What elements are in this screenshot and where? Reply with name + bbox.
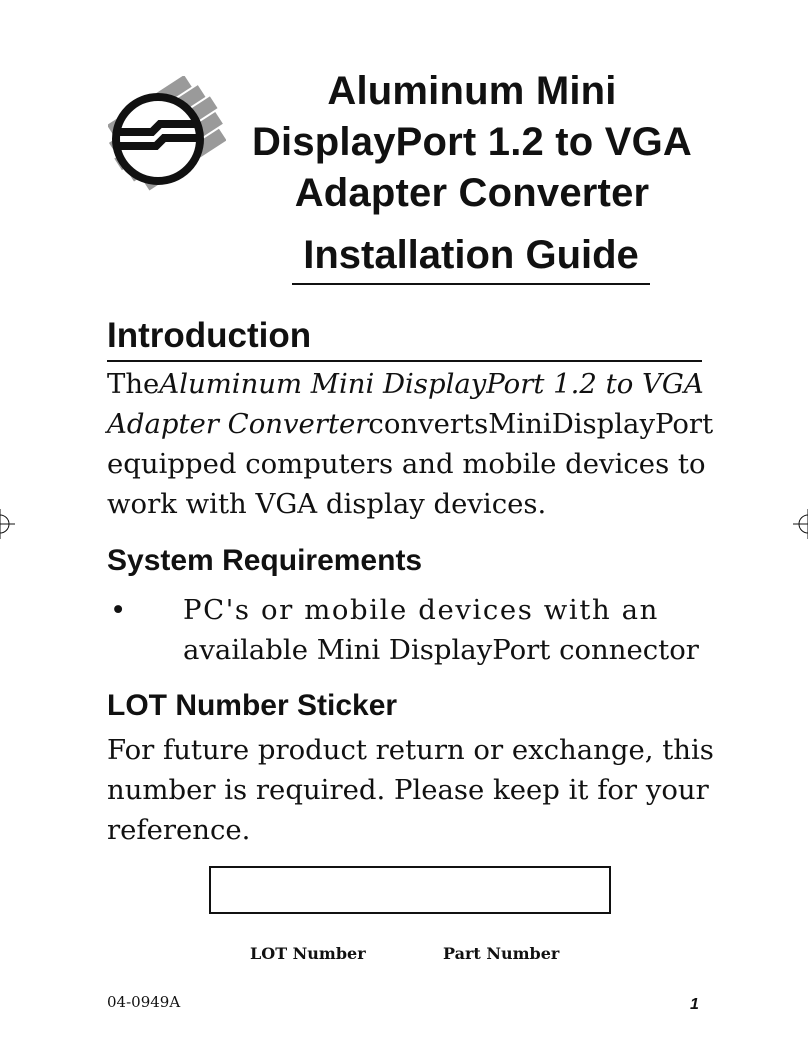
system-requirements-heading: System Requirements (107, 544, 423, 577)
lot-number-label: LOT Number (250, 944, 366, 963)
lot-sticker-heading: LOT Number Sticker (107, 689, 398, 722)
registration-mark-icon (793, 509, 808, 539)
intro-line-1: The Aluminum Mini DisplayPort 1.2 to VGA (107, 368, 704, 400)
bullet-marker: • (110, 594, 127, 626)
product-title (236, 66, 708, 219)
introduction-rule (107, 360, 702, 362)
page-number: 1 (690, 996, 699, 1013)
part-number-label: Part Number (443, 944, 560, 963)
lot-line-1: For future product return or exchange, this (107, 734, 714, 766)
intro-line-2: Adapter Converter converts Mini DisplayPort (107, 408, 714, 440)
introduction-heading: Introduction (107, 316, 312, 355)
requirement-line-1: PC's or mobile devices with an (183, 594, 659, 626)
intro-line-3: equipped computers and mobile devices to (107, 448, 706, 480)
brand-logo-icon (108, 76, 226, 194)
lot-line-3: reference. (107, 814, 251, 846)
lot-sticker-paragraph (107, 730, 714, 850)
document-number: 04-0949A (107, 993, 181, 1011)
requirement-line-2: available Mini DisplayPort connector (183, 634, 699, 666)
product-title-line-3: Adapter Converter (294, 171, 650, 215)
registration-mark-icon (0, 509, 15, 539)
requirement-item (183, 590, 702, 670)
lot-sticker-box (209, 866, 611, 914)
guide-subtitle: Installation Guide (303, 233, 639, 277)
product-title-line-1: Aluminum Mini (327, 69, 617, 113)
intro-line-4: work with VGA display devices. (107, 488, 547, 520)
lot-line-2: number is required. Please keep it for your (107, 774, 709, 806)
introduction-paragraph (107, 364, 714, 524)
subtitle-underline (292, 283, 650, 285)
product-title-line-2: DisplayPort 1.2 to VGA (251, 120, 693, 164)
